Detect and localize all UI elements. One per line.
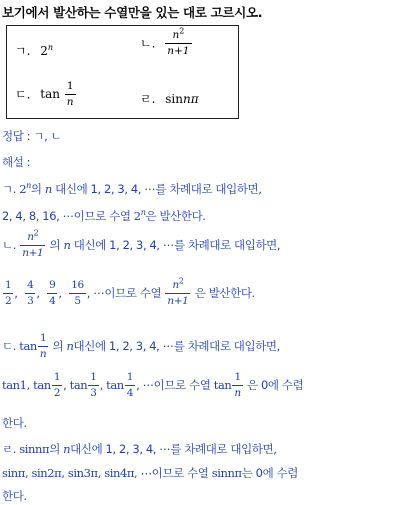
explanation-b-line2: $\frac{1}{2}$ , $\frac{4}{3}$ , $\frac{9}{4}$ , $\frac{16}{5}$ , ⋯이므로 수열 $\frac{n^2}{n+1}$ 은 발산한다. xyxy=(5,276,255,307)
expl-b2-frac3-den: 4 xyxy=(49,294,56,307)
expl-c2-fn3: tan xyxy=(106,378,124,392)
option-b xyxy=(140,26,193,57)
explanation-title: 해설 : xyxy=(2,155,31,169)
expl-c1-fn: tan xyxy=(19,339,37,353)
answer-text: 정답 : ㄱ, ㄴ xyxy=(2,129,62,143)
expl-d2-expr: sinnπ xyxy=(211,466,242,480)
explanation-c-line3: 한다. xyxy=(2,416,27,430)
expl-c1-den: n xyxy=(39,347,47,360)
option-c-fn: tan xyxy=(40,87,60,101)
explanation-a-line1 xyxy=(2,181,262,197)
expl-b2-num-exp: 2 xyxy=(178,276,184,286)
option-c xyxy=(15,81,77,107)
expl-c2-f2-den: 3 xyxy=(90,386,97,399)
expl-d2-rest: 는 0에 수렴 xyxy=(241,466,298,480)
expl-c2-f1-den: 2 xyxy=(53,386,61,399)
explanation-c-line1 xyxy=(2,333,280,359)
option-b-num: n xyxy=(172,29,180,41)
explanation-d-line3: 한다. xyxy=(2,489,27,503)
expl-a2-rest: 은 발산한다. xyxy=(145,209,206,223)
expl-c2-fn4: tan xyxy=(213,378,232,392)
expl-c2-fn1: tan xyxy=(33,378,51,392)
expl-d1-rest1: 의 xyxy=(49,442,64,456)
expl-c2-f2-num: 1 xyxy=(90,371,97,383)
expl-c1-var: n xyxy=(66,339,74,353)
expl-b2-frac1-num: 1 xyxy=(5,279,12,291)
expl-a1-prefix: ㄱ. xyxy=(2,182,20,196)
expl-b2-frac2-den: 3 xyxy=(27,294,34,307)
option-d-arg: nπ xyxy=(182,92,199,106)
expl-c2-den: n xyxy=(234,386,241,399)
explanation-d-line1 xyxy=(2,441,277,457)
explanation-a-line2 xyxy=(2,208,206,224)
expl-a2-base: 2 xyxy=(133,209,141,223)
expl-d1-rest2: 대신에 1, 2, 3, 4, ⋯를 차례대로 대입하면, xyxy=(70,442,277,456)
expl-c1-rest2: 대신에 1, 2, 3, 4, ⋯를 차례대로 대입하면, xyxy=(73,339,280,353)
expl-c1-num: 1 xyxy=(39,332,47,344)
expl-d1-prefix: ㄹ. xyxy=(2,442,20,456)
expl-c2-f3-den: 4 xyxy=(126,386,134,399)
expl-a1-exp: n xyxy=(26,181,31,191)
expl-a2-exp: n xyxy=(140,208,146,218)
expl-c2-f3-num: 1 xyxy=(126,371,134,383)
option-b-den: n+1 xyxy=(167,44,190,57)
expl-a1-var: n xyxy=(44,182,52,196)
expl-c2-rest: 은 0에 수렴 xyxy=(243,378,304,392)
expl-c2-f1-num: 1 xyxy=(53,371,61,383)
option-c-label: ㄷ. xyxy=(15,87,31,102)
expl-a1-rest1: 의 xyxy=(30,182,45,196)
explanation-c-line2: tan1, tan $\frac{1}{2}$ , tan $\frac{1}{3}$ , tan $\frac{1}{4}$ , ⋯이므로 수열 tan $\frac{1}{n}$ 은 0에 수렴 xyxy=(2,371,304,399)
expl-a1-rest2: 대신에 1, 2, 3, 4, ⋯를 차례대로 대입하면, xyxy=(51,182,262,196)
expl-c2-num: 1 xyxy=(234,371,241,383)
expl-b2-mid: , ⋯이므로 수열 xyxy=(86,286,165,300)
option-a-base: 2 xyxy=(40,44,48,58)
expl-b1-den: n+1 xyxy=(22,246,44,259)
option-a xyxy=(15,42,53,59)
expl-d1-expr: sinnπ xyxy=(19,442,50,456)
expl-b2-den: n+1 xyxy=(167,294,189,307)
expl-b2-frac1-den: 2 xyxy=(5,294,12,307)
explanation-d-line2 xyxy=(2,465,298,481)
expl-d1-var: n xyxy=(63,442,71,456)
explanation-b-line1 xyxy=(2,228,281,259)
expl-b2-frac4-num: 16 xyxy=(71,279,84,291)
option-b-num-exp: 2 xyxy=(179,26,185,36)
option-d-expr: sin xyxy=(165,92,183,106)
options-box xyxy=(6,25,239,119)
option-c-num: 1 xyxy=(66,80,74,92)
option-d-label: ㄹ. xyxy=(140,92,156,106)
expl-b1-rest2: 대신에 1, 2, 3, 4, ⋯를 차례대로 대입하면, xyxy=(70,238,281,252)
expl-b1-num: n xyxy=(27,231,34,243)
expl-b2-rest: 은 발산한다. xyxy=(191,286,255,300)
expl-b1-num-exp: 2 xyxy=(33,228,39,238)
expl-b2-frac3-num: 9 xyxy=(49,279,56,291)
expl-b2-num: n xyxy=(172,279,179,291)
expl-a2-text: 2, 4, 8, 16, ⋯이므로 수열 xyxy=(2,209,134,223)
option-a-exp: n xyxy=(47,43,54,52)
expl-a1-base: 2 xyxy=(19,182,27,196)
expl-c1-prefix: ㄷ. xyxy=(2,339,20,353)
expl-d2-text: sinπ, sin2π, sin3π, sin4π, ⋯이므로 수열 xyxy=(2,466,212,480)
expl-c1-rest1: 의 xyxy=(49,339,67,353)
expl-b2-frac4-den: 5 xyxy=(74,294,81,307)
expl-b2-frac2-num: 4 xyxy=(27,279,34,291)
expl-b1-rest1: 의 xyxy=(46,238,64,252)
option-d xyxy=(140,90,199,107)
expl-b1-prefix: ㄴ. xyxy=(2,238,20,252)
expl-c2-fn2: tan xyxy=(69,378,88,392)
expl-c2-first: tan1, xyxy=(2,378,34,392)
option-c-den: n xyxy=(66,95,74,108)
option-b-label: ㄴ. xyxy=(140,36,156,51)
expl-b1-var: n xyxy=(63,238,71,252)
question-text: 보기에서 발산하는 수열만을 있는 대로 고르시오. xyxy=(2,5,263,20)
option-a-label: ㄱ. xyxy=(15,44,31,58)
expl-c2-mid: , ⋯이므로 수열 xyxy=(136,378,214,392)
